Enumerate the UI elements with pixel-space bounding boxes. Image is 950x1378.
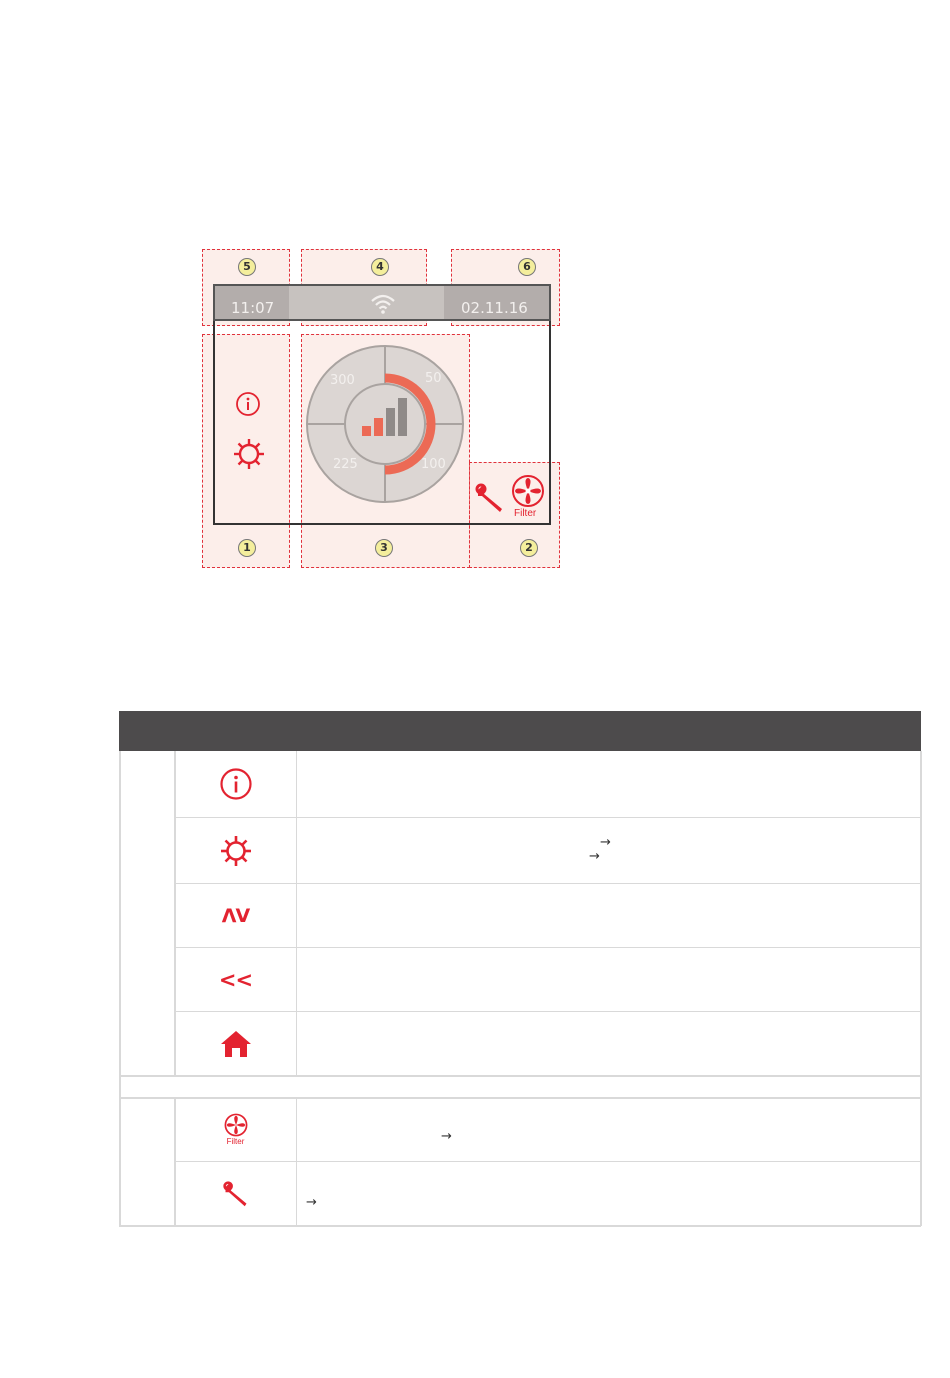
table-left-border — [119, 751, 121, 1226]
dial-value-225: 225 — [333, 457, 358, 472]
gear-icon — [232, 437, 266, 471]
wrench-icon — [221, 1180, 251, 1208]
icon-cell — [175, 1012, 297, 1076]
back-double-chevron-icon: << — [218, 967, 253, 992]
icon-cell — [175, 948, 297, 1011]
fan-filter-icon — [224, 1113, 248, 1137]
zone-label-1: 1 — [238, 539, 256, 557]
home-icon — [220, 1030, 252, 1058]
table-row — [175, 1012, 921, 1076]
status-bar-highlight — [289, 286, 444, 319]
table-row — [175, 751, 921, 818]
icon-cell — [175, 1098, 297, 1161]
table-row — [175, 1162, 921, 1226]
arrow-glyph: → — [589, 849, 600, 864]
arrow-glyph: → — [441, 1129, 452, 1144]
up-down-chevron-icon: ΛV — [221, 904, 250, 927]
arrow-glyph: → — [306, 1195, 317, 1210]
table-row — [175, 1098, 921, 1162]
signal-bars-icon — [362, 398, 410, 436]
zone-label-5: 5 — [238, 258, 256, 276]
icon-cell — [175, 818, 297, 883]
info-icon — [235, 391, 261, 417]
zone-label-3: 3 — [375, 539, 393, 557]
table-header — [119, 711, 921, 751]
wifi-icon — [369, 291, 397, 315]
table-row — [175, 948, 921, 1012]
gear-icon — [219, 834, 253, 868]
wrench-icon — [474, 482, 506, 514]
zone-label-4: 4 — [371, 258, 389, 276]
dial-value-100: 100 — [421, 457, 446, 472]
icon-cell — [175, 884, 297, 947]
dial-value-300: 300 — [330, 373, 355, 388]
table-row — [175, 818, 921, 884]
filter-label: Filter — [514, 508, 537, 519]
dial-value-50: 50 — [425, 371, 442, 386]
date-display: 02.11.16 — [461, 299, 528, 317]
zone-label-6: 6 — [518, 258, 536, 276]
zone-label-2: 2 — [520, 539, 538, 557]
fan-filter-icon — [511, 474, 545, 508]
icon-cell — [175, 1162, 297, 1226]
info-icon — [219, 767, 253, 801]
arrow-glyph: → — [600, 835, 611, 850]
table-row — [175, 884, 921, 948]
icon-cell — [175, 751, 297, 817]
time-display: 11:07 — [231, 299, 275, 317]
filter-icon-label: Filter — [226, 1137, 245, 1146]
